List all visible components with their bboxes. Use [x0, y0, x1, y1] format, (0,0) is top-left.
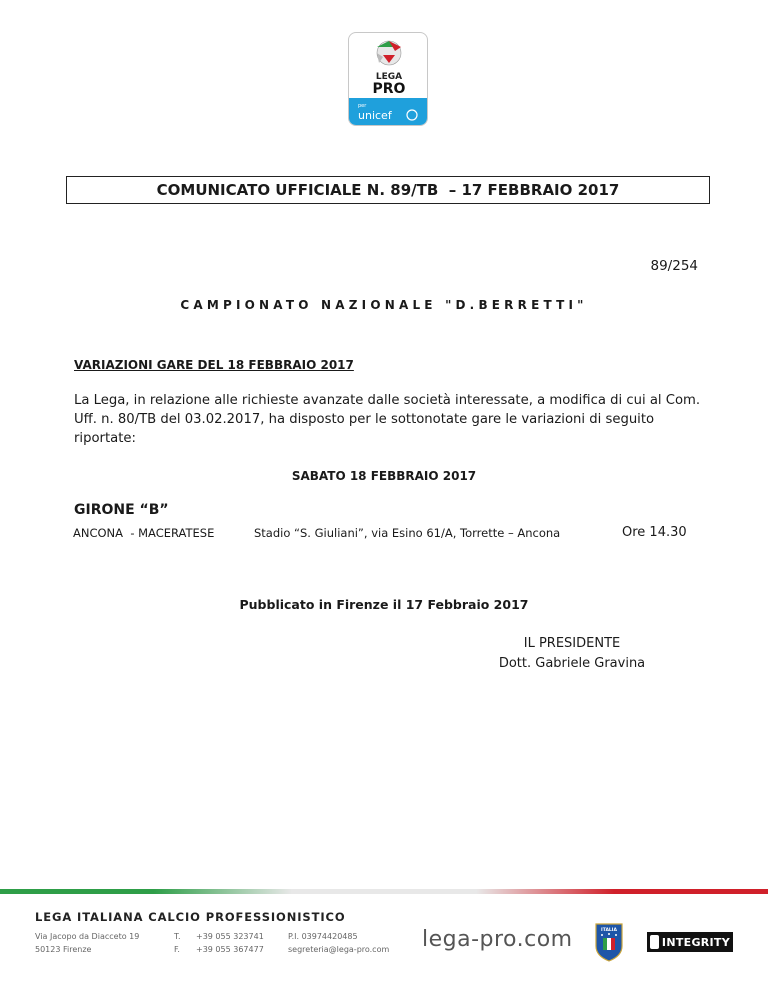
integrity-badge — [647, 932, 733, 952]
footer-phones — [196, 930, 264, 956]
logo-lega-text: LEGA — [375, 72, 403, 82]
match-time: Ore 14.30 — [622, 525, 687, 540]
footer-label-t: T. — [174, 932, 181, 941]
match-teams: ANCONA - MACERATESE — [73, 526, 215, 540]
match-venue: Stadio “S. Giuliani”, via Esino 61/A, Torrette – Ancona — [254, 526, 561, 540]
document-title: COMUNICATO UFFICIALE N. 89/TB – 17 FEBBRAIO 2017 — [66, 176, 710, 204]
logo-unicef-text: unicef — [358, 109, 392, 122]
body-paragraph: La Lega, in relazione alle richieste avanzate dalle società interessate, a modifica di cui al Com. Uff. n. 80/TB del 03.02.2017, ha disposto per le sottonotate gare le variazioni di seguito riportate: — [74, 393, 701, 446]
footer-legal — [288, 930, 389, 956]
tricolor-stripe — [0, 889, 768, 894]
footer-label-f: F. — [174, 945, 180, 954]
footer-email[interactable]: segreteria@lega-pro.com — [288, 945, 390, 954]
signature-role: IL PRESIDENTE — [523, 636, 621, 651]
footer-organization: LEGA ITALIANA CALCIO PROFESSIONISTICO — [35, 910, 346, 924]
variations-heading: VARIAZIONI GARE DEL 18 FEBBRAIO 2017 — [74, 358, 354, 372]
logo-pro-text: PRO — [372, 81, 406, 97]
footer-address — [35, 930, 139, 956]
footer-website[interactable]: lega-pro.com — [422, 927, 573, 952]
published-line: Pubblicato in Firenze il 17 Febbraio 2017 — [239, 597, 529, 612]
championship-heading: CAMPIONATO NAZIONALE "D.BERRETTI" — [180, 298, 588, 312]
day-heading: SABATO 18 FEBBRAIO 2017 — [291, 469, 477, 483]
group-heading: GIRONE “B” — [74, 502, 169, 518]
footer-tel: +39 055 323741 — [196, 932, 264, 941]
figc-label: ITALIA — [601, 928, 617, 933]
footer-fax: +39 055 367477 — [196, 945, 264, 954]
footer-address-line2: 50123 Firenze — [35, 945, 92, 954]
footer-phone-labels — [174, 930, 180, 956]
figc-shield-icon — [594, 922, 624, 962]
lega-pro-logo — [348, 32, 428, 126]
page-number: 89/254 — [650, 258, 698, 274]
logo-per-text: per — [358, 103, 367, 109]
integrity-mark-icon — [650, 935, 659, 949]
footer-piva: P.I. 03974420485 — [288, 932, 358, 941]
integrity-label: INTEGRITY — [661, 935, 730, 949]
lega-pro-unicef-emblem — [349, 33, 428, 126]
footer-address-line1: Via Jacopo da Diacceto 19 — [35, 932, 140, 941]
signature-name: Dott. Gabriele Gravina — [498, 656, 646, 671]
